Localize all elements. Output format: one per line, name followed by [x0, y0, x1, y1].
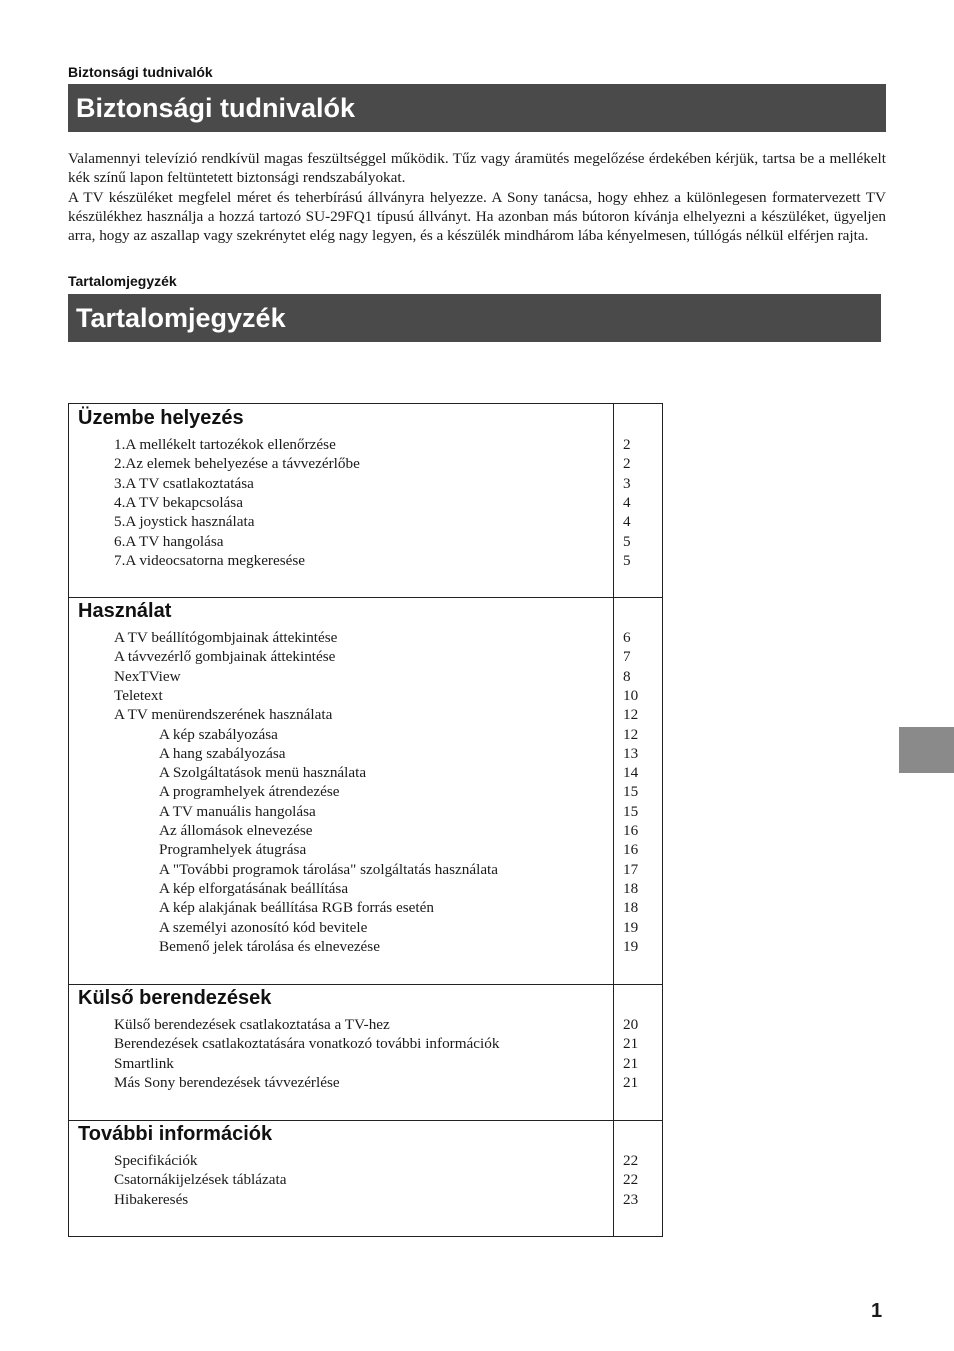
toc-page-number: 6 [623, 629, 631, 646]
toc-entry[interactable]: Csatornákijelzések táblázata [114, 1171, 287, 1189]
toc-entry[interactable]: Külső berendezések csatlakoztatása a TV-hez [114, 1016, 390, 1033]
toc-page-number: 12 [623, 706, 639, 724]
toc-page-number: 5 [623, 532, 631, 550]
toc-entry[interactable]: A kép elforgatásának beállítása [159, 879, 349, 897]
toc-entry[interactable]: Berendezések csatlakoztatására vonatkozó további információk [114, 1035, 500, 1053]
toc-section-title: Használat [78, 600, 172, 622]
toc-entry[interactable]: A TV menürendszerének használata [114, 706, 333, 724]
toc-page-number: 8 [623, 667, 631, 685]
toc-page-number: 22 [623, 1152, 639, 1169]
toc-page-number: 19 [623, 937, 639, 955]
toc-entry[interactable]: A kép szabályozása [159, 725, 278, 743]
toc-page-number: 16 [623, 822, 639, 839]
toc-entry[interactable]: 4.A TV bekapcsolása [114, 493, 243, 511]
toc-banner: Tartalomjegyzék [68, 294, 881, 342]
toc-entry[interactable]: Hibakeresés [114, 1190, 189, 1208]
toc-entry[interactable]: A TV beállítógombjainak áttekintése [114, 629, 338, 646]
toc-page-number: 7 [623, 648, 631, 666]
toc-page-number: 19 [623, 918, 639, 936]
page-number: 1 [871, 1300, 883, 1322]
toc-page-number: 18 [623, 899, 639, 917]
safety-banner: Biztonsági tudnivalók [68, 84, 886, 132]
toc-entry[interactable]: A kép alakjának beállítása RGB forrás esetén [159, 899, 434, 917]
safety-paragraph-1: Valamennyi televízió rendkívül magas feszültséggel működik. Tűz vagy áramütés megelőzése érdekében kérjük, tartsa be a mellékelt kék színű lapon feltüntetett biztonsági rendszabályokat. [68, 150, 886, 187]
toc-page-number: 21 [623, 1035, 639, 1053]
toc-entry[interactable]: A hang szabályozása [159, 744, 286, 762]
toc-page-number: 21 [623, 1054, 639, 1072]
toc-column-divider [613, 404, 614, 1236]
toc-page-number: 18 [623, 879, 639, 897]
toc-page-number: 5 [623, 551, 631, 569]
toc-page-number: 22 [623, 1171, 639, 1189]
toc-section-title: További információk [78, 1123, 273, 1145]
toc-entry[interactable]: A Szolgáltatások menü használata [159, 764, 367, 782]
safety-text [68, 149, 886, 245]
side-tab-marker [899, 727, 954, 773]
toc-page-number: 17 [623, 860, 639, 878]
toc-entry[interactable]: Az állomások elnevezése [159, 822, 313, 839]
section-label-safety: Biztonsági tudnivalók [68, 64, 213, 80]
toc-entry[interactable]: Programhelyek átugrása [159, 841, 307, 859]
toc-page-number: 23 [623, 1190, 639, 1208]
safety-paragraph-2: A TV készüléket megfelel méret és teherbírású állványra helyezze. A Sony tanácsa, hogy ehhez a különlegesen formatervezett TV készülékhez használja a hozzá tartozó SU-29FQ1 típusú állványt. Ha azonban más bútoron kívánja elhelyezni a készüléket, ügyeljen arra, hogy az aszallap vagy szekrénytet elég nagy legyen, és a készülék mindhárom lába kényelmesen, túllógás nélkül elférjen rajta. [68, 188, 886, 245]
section-label-toc: Tartalomjegyzék [68, 273, 177, 289]
toc-entry[interactable]: 6.A TV hangolása [114, 532, 224, 550]
toc-entry[interactable]: Más Sony berendezések távvezérlése [114, 1073, 340, 1091]
toc-entry[interactable]: 3.A TV csatlakoztatása [114, 474, 254, 492]
toc-page-number: 16 [623, 841, 639, 859]
toc-entry[interactable]: Teletext [114, 686, 163, 704]
toc-section-divider [69, 1120, 662, 1121]
toc-entry[interactable]: 1.A mellékelt tartozékok ellenőrzése [114, 436, 336, 453]
toc-page-number: 13 [623, 744, 639, 762]
toc-entry[interactable]: A távvezérlő gombjainak áttekintése [114, 648, 336, 666]
toc-entry[interactable]: Specifikációk [114, 1152, 198, 1169]
toc-page-number: 15 [623, 783, 639, 801]
toc-page-number: 4 [623, 513, 631, 531]
toc-entry[interactable]: 7.A videocsatorna megkeresése [114, 551, 306, 569]
toc-page-number: 3 [623, 474, 631, 492]
toc-entry[interactable]: Smartlink [114, 1054, 174, 1072]
toc-page-number: 12 [623, 725, 639, 743]
toc-section-title: Üzembe helyezés [78, 407, 244, 429]
toc-page-number: 20 [623, 1016, 639, 1033]
table-of-contents [68, 403, 663, 1237]
toc-page-number: 4 [623, 493, 631, 511]
toc-page-number: 21 [623, 1073, 639, 1091]
toc-page-number: 2 [623, 436, 631, 453]
toc-page-number: 14 [623, 764, 639, 782]
toc-entry[interactable]: Bemenő jelek tárolása és elnevezése [159, 937, 380, 955]
toc-entry[interactable]: A TV manuális hangolása [159, 802, 316, 820]
toc-entry[interactable]: A programhelyek átrendezése [159, 783, 340, 801]
toc-page-number: 10 [623, 686, 639, 704]
toc-section-divider [69, 984, 662, 985]
toc-section-title: Külső berendezések [78, 987, 272, 1009]
toc-entry[interactable]: 5.A joystick használata [114, 513, 255, 531]
toc-section-divider [69, 597, 662, 598]
toc-entry[interactable]: NexTView [114, 667, 181, 685]
toc-page-number: 15 [623, 802, 639, 820]
toc-page-number: 2 [623, 455, 631, 473]
toc-entry[interactable]: 2.Az elemek behelyezése a távvezérlőbe [114, 455, 360, 473]
toc-entry[interactable]: A személyi azonosító kód bevitele [159, 918, 368, 936]
toc-entry[interactable]: A "További programok tárolása" szolgáltatás használata [159, 860, 499, 878]
